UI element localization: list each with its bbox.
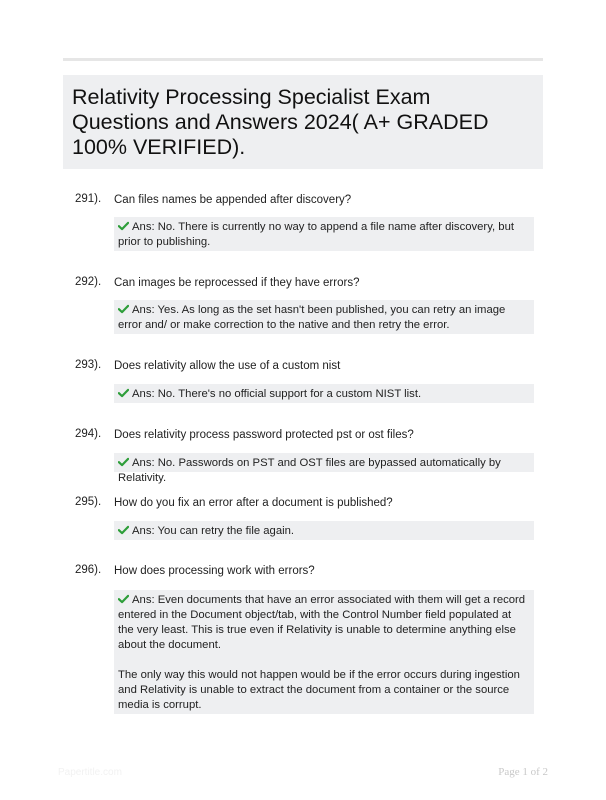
answer-box — [114, 453, 534, 484]
answer-text: Ans: No. There is currently no way to append a file name after discovery, but prior to publishing. — [118, 221, 514, 248]
title-box — [63, 75, 543, 169]
answer-box — [114, 590, 534, 714]
question-number: 293). — [75, 359, 102, 371]
question-text: How does processing work with errors? — [114, 565, 315, 577]
answer-box — [114, 217, 534, 251]
question-number: 292). — [75, 276, 102, 288]
check-icon — [118, 221, 129, 231]
check-icon — [118, 304, 129, 314]
question-number: 291). — [75, 193, 102, 205]
question-text: Does relativity allow the use of a custom nist — [114, 360, 341, 372]
page-title: Relativity Processing Specialist Exam Questions and Answers 2024( A+ GRADED 100% VERIFIED). — [72, 85, 489, 159]
answer-box — [114, 384, 534, 403]
answer-text: Ans: You can retry the file again. — [132, 525, 295, 537]
question-number: 296). — [75, 564, 102, 576]
question-text: Can files names be appended after discovery? — [114, 194, 352, 206]
page-number: Page 1 of 2 — [498, 766, 548, 778]
question-number: 295). — [75, 496, 102, 508]
answer-text: Ans: No. There's no official support for a custom NIST list. — [132, 388, 422, 400]
answer-text: Ans: Yes. As long as the set hasn't been published, you can retry an image error and/ or make correction to the native and then retry the error. — [118, 304, 506, 331]
check-icon — [118, 525, 129, 535]
question-text: Does relativity process password protected pst or ost files? — [114, 429, 414, 441]
answer-text: Ans: No. Passwords on PST and OST files are bypassed automatically by Relativity. — [118, 457, 501, 484]
question-text: Can images be reprocessed if they have errors? — [114, 277, 360, 289]
answer-text-extra: The only way this would not happen would be if the error occurs during ingestion and Relativity is unable to extract the document from a container or the source media is corrupt. — [118, 669, 520, 711]
check-icon — [118, 388, 129, 398]
question-number: 294). — [75, 428, 102, 440]
check-icon — [118, 457, 129, 467]
answer-box — [114, 521, 534, 540]
answer-box — [114, 300, 534, 334]
check-icon — [118, 594, 129, 604]
question-text: How do you fix an error after a document is published? — [114, 497, 393, 509]
answer-text: Ans: Even documents that have an error associated with them will get a record entered in the Document object/tab, with the Control Number field populated at the very least. This is true even if Relativity is unable to determine anything else about the document. — [118, 594, 526, 651]
footer-source: Papertitle.com — [58, 767, 122, 778]
top-rule — [63, 58, 543, 61]
